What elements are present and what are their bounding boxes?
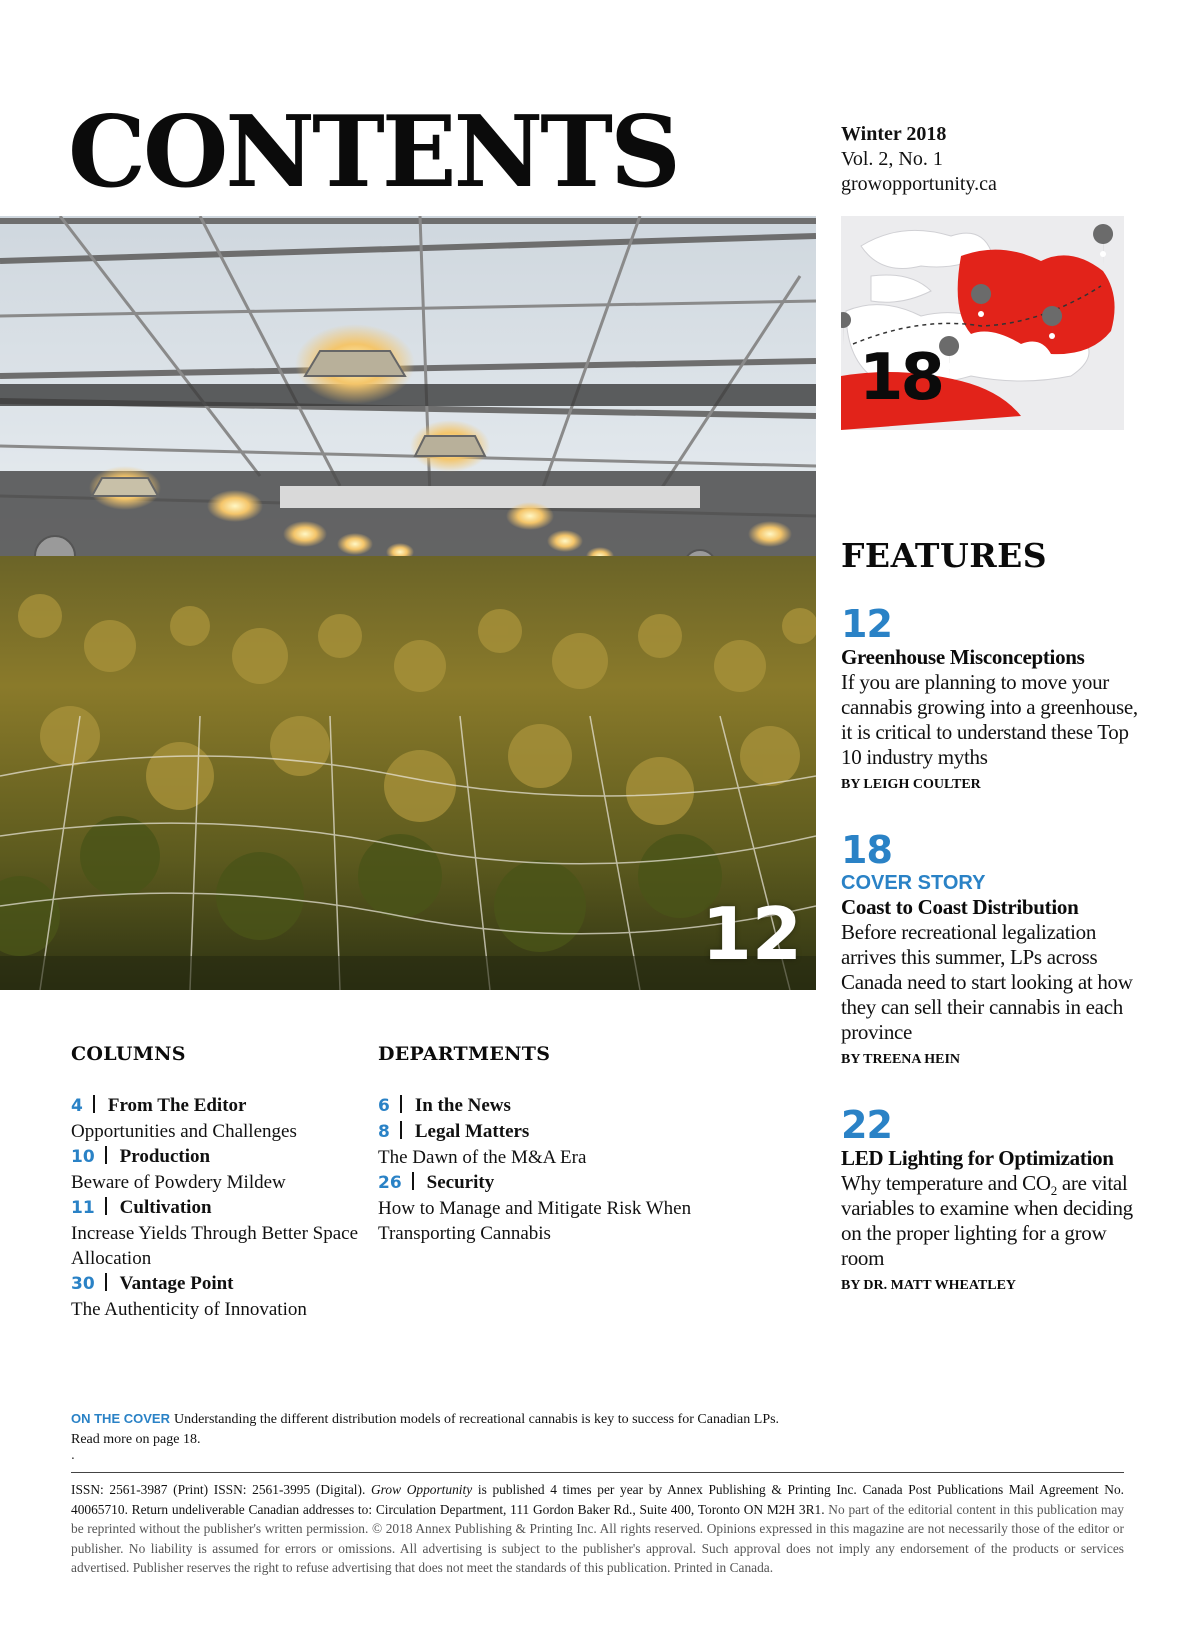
- feature-description-subscript: 2: [1050, 1183, 1057, 1199]
- column-entry[interactable]: [71, 1144, 361, 1195]
- column-entry[interactable]: [71, 1093, 361, 1144]
- department-section: Legal Matters: [414, 1121, 530, 1142]
- department-entry[interactable]: [378, 1093, 738, 1119]
- feature-description: [841, 1171, 1141, 1271]
- feature-description-post: are vital variables to examine when deciding on the proper lighting for a grow room: [841, 1171, 1133, 1270]
- department-entry[interactable]: [378, 1170, 738, 1246]
- feature-item[interactable]: [841, 1104, 1141, 1296]
- features-section: [841, 536, 1141, 1330]
- legal-rest: No part of the editorial content in this publication may be reprinted without the publisher's written permission. © 2018 Annex Publishing & Printing Inc. All rights reserved. Opinions expressed in this magazine are not necessarily those of the editor or publisher. No liability is assumed for errors or omissions. All advertising is subject to the publisher's approval. Such approval does not imply any endorsement of the products or services advertised. Publisher reserves the right to refuse advertising that does not meet the standards of this publication. Printed in Canada.: [71, 1501, 1124, 1576]
- issue-info: [841, 122, 997, 197]
- cover-thumbnail[interactable]: [841, 216, 1124, 430]
- department-section: In the News: [414, 1095, 511, 1116]
- column-section: Vantage Point: [119, 1273, 234, 1294]
- columns-heading: COLUMNS: [71, 1043, 186, 1065]
- feature-description-pre: Why temperature and CO: [841, 1171, 1051, 1195]
- column-entry[interactable]: [71, 1271, 361, 1322]
- separator: [400, 1095, 402, 1113]
- divider: [71, 1472, 1124, 1473]
- separator: [400, 1121, 402, 1139]
- cover-note: [71, 1409, 811, 1450]
- department-page-number: 6: [378, 1096, 390, 1116]
- cover-note-text: Understanding the different distribution models of recreational cannabis is key to success for Canadian LPs. Read more on page 18.: [71, 1412, 780, 1447]
- column-title: Increase Yields Through Better Space Allocation: [71, 1223, 359, 1269]
- column-section: From The Editor: [107, 1095, 247, 1116]
- column-entry[interactable]: [71, 1195, 361, 1271]
- separator: [105, 1197, 107, 1215]
- page-title: CONTENTS: [68, 95, 678, 210]
- column-page-number: 11: [71, 1198, 95, 1218]
- column-section: Cultivation: [119, 1197, 212, 1218]
- department-page-number: 26: [378, 1173, 402, 1193]
- departments-heading: DEPARTMENTS: [378, 1043, 551, 1065]
- department-entry[interactable]: [378, 1119, 738, 1170]
- feature-title[interactable]: Greenhouse Misconceptions: [841, 645, 1085, 669]
- feature-title[interactable]: Coast to Coast Distribution: [841, 895, 1079, 919]
- separator: [412, 1172, 414, 1190]
- issue-volume: Vol. 2, No. 1: [841, 148, 943, 170]
- feature-kicker: COVER STORY: [841, 872, 986, 894]
- legal-issn: ISSN: 2561-3987 (Print) ISSN: 2561-3995 (Digital).: [71, 1482, 366, 1497]
- feature-description: If you are planning to move your cannabis growing into a greenhouse, it is critical to understand these Top 10 industry myths: [841, 670, 1138, 769]
- feature-page-number: 18: [841, 828, 892, 872]
- stray-dot: .: [71, 1448, 75, 1462]
- feature-byline: BY DR. MATT WHEATLEY: [841, 1278, 1017, 1293]
- legal-notice: [71, 1480, 1124, 1578]
- department-title: The Dawn of the M&A Era: [378, 1147, 587, 1168]
- feature-byline: BY TREENA HEIN: [841, 1052, 961, 1067]
- issue-season: Winter 2018: [841, 123, 947, 145]
- feature-title[interactable]: LED Lighting for Optimization: [841, 1146, 1114, 1170]
- column-title: The Authenticity of Innovation: [71, 1299, 307, 1320]
- legal-publication-name: Grow Opportunity: [371, 1482, 473, 1497]
- column-page-number: 30: [71, 1274, 95, 1294]
- separator: [93, 1095, 95, 1113]
- feature-item[interactable]: [841, 829, 1141, 1070]
- column-page-number: 4: [71, 1096, 83, 1116]
- columns-section: [71, 1043, 361, 1322]
- column-page-number: 10: [71, 1147, 95, 1167]
- cover-page-number: 18: [859, 341, 943, 415]
- features-heading: FEATURES: [841, 536, 1048, 575]
- column-title: Opportunities and Challenges: [71, 1121, 297, 1142]
- issue-website[interactable]: growopportunity.ca: [841, 173, 997, 195]
- legal-published: is published 4 times per year by Annex Publishing & Printing Inc. Canada Post Publications Mail Agreement No. 40065710. Return undeliverable Canadian addresses to: Circulation Department, 111 Gordon Baker Rd., Suite 400, Toronto ON M2H 3R1.: [71, 1482, 1125, 1517]
- separator: [105, 1146, 107, 1164]
- feature-item[interactable]: [841, 603, 1141, 795]
- departments-section: [378, 1043, 738, 1246]
- feature-byline: BY LEIGH COULTER: [841, 777, 981, 792]
- hero-page-number: 12: [701, 892, 802, 976]
- department-title: How to Manage and Mitigate Risk When Transporting Cannabis: [378, 1198, 692, 1244]
- feature-description: Before recreational legalization arrives this summer, LPs across Canada need to start looking at how they can sell their cannabis in each province: [841, 920, 1133, 1044]
- cover-note-label: ON THE COVER: [71, 1411, 170, 1426]
- column-title: Beware of Powdery Mildew: [71, 1172, 286, 1193]
- column-section: Production: [119, 1146, 211, 1167]
- separator: [105, 1273, 107, 1291]
- feature-page-number: 22: [841, 1103, 892, 1147]
- greenhouse-illustration: [0, 216, 816, 990]
- department-section: Security: [426, 1172, 495, 1193]
- greenhouse-photo[interactable]: [0, 216, 816, 990]
- department-page-number: 8: [378, 1122, 390, 1142]
- feature-page-number: 12: [841, 602, 892, 646]
